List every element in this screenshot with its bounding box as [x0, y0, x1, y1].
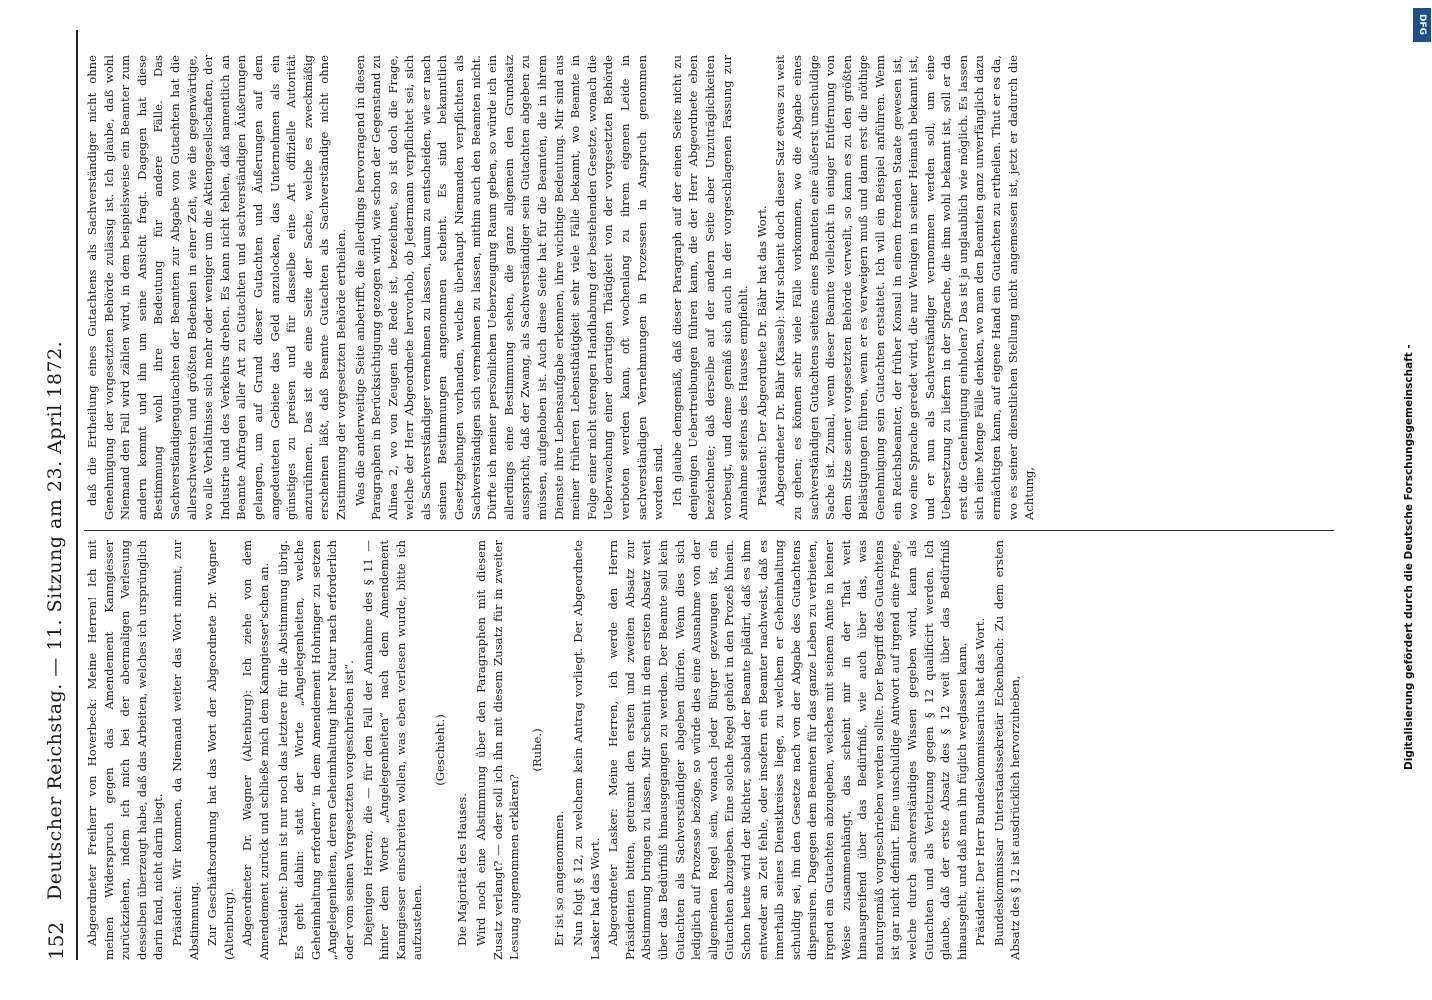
- paragraph: Bundeskommissar Unterstaatssekretär Eckenbach: Zu dem ersten Absatz des § 12 ist ausdrücklich hervorzuheben,: [991, 540, 1023, 960]
- column-divider: [84, 530, 1334, 531]
- paragraph: Nun folgt § 12, zu welchem kein Antrag vorliegt. Der Abgeordnete Lasker hat das Wort.: [571, 540, 602, 960]
- paragraph: Wird noch eine Abstimmung über den Paragraphen mit diesem Zusatz verlangt? — oder soll ich ihn mit diesem Zusatz für in zweiter Lesung angenommen erklären?: [474, 540, 522, 960]
- paragraph: Abgeordneter Dr. Bähr (Kassel): Mir scheint doch dieser Satz etwas zu weit zu gehen; es können sehr viele Fälle vorkommen, wo die Abgabe eines sachverständigen Gutachtens seitens eines Beamten eine äußerst unschuldige Sache ist. Zumal, wenn dieser Beamte vielleicht in einiger Entfernung von dem Sitze seiner vorgesetzten Behörde verweilt, so kann es zu den größten Belästigungen führen, wenn er es verweigern muß und dann erst die nöthige Genehmigung sein Gutachten erstattet. Ich will ein Beispiel anführen. Wenn ein Reichsbeamter, der früher Konsul in einem fremden Staate gewesen ist, wo eine Sprache geredet wird, die nur Wenigen in seiner Heimath bekannt ist, und er nun als Sachverständiger vernommen werden soll, um eine Uebersetzung zu liefern in der Sprache, die ihm wohl bekannt ist, soll er da erst die Genehmigung einholen? Das ist ja unglaublich wie möglich. Es lassen sich eine Menge Fälle denken, wo man den Beamten ganz unverfänglich dazu ermächtigen kann, auf eigene Hand ein Gutachten zu ertheilen. Thut er es da, wo es seiner dienstlichen Stellung nicht angemessen ist, jetzt er dadurch die Achtung,: [773, 55, 1037, 520]
- credit-text: Digitalisierung gefördert durch die Deutsche Forschungsgemeinschaft -: [1403, 344, 1415, 770]
- dfg-logo: DFG: [1413, 8, 1431, 42]
- text-column-left: [84, 540, 1344, 960]
- paragraph: Präsident: Der Abgeordnete Dr. Bähr hat das Wort.: [754, 205, 769, 506]
- paragraph: Abgeordneter Freiherr von Hoverbeck: Meine Herren! Ich mit meinen Widerspruch gegen das Amendement Kanngiesser zurückziehen, indem ich mich bei der abermaligen Verlesung desselben überzeugt habe, daß das Arbeiten, welches ich ursprünglich darin fand, nicht darin liegt.: [85, 540, 166, 960]
- paragraph: Zur Geschäftsordnung hat das Wort der Abgeordnete Dr. Wagner (Altenburg).: [205, 540, 236, 960]
- paragraph: Was die anderweitige Seite anbetrifft, die allerdings hervorragend in diesen Paragraphen in Berücksichtigung gezogen wird, wie schon der Gegenstand zu Alinea 2, wo von Zeugen die Rede ist, bezeichnet, so ist doch die Frage, welche der Herr Abgeordnete hervorhob, ob Jedermann verpflichtet sei, sich als Sachverständiger vernehmen zu lassen, kaum zu entscheiden, wie er nach seinen Bestimmungen angenommen scheint. Es sind bekanntlich Gesetzgebungen vorhanden, welche überhaupt Niemanden verpflichten als Sachverständigen sich vernehmen zu lassen, mithin auch den Beamten nicht. Dürfte ich meiner persönlichen Ueberzeugung Raum geben, so würde ich ein allerdings eine Bestimmung sehen, die ganz allgemein den Grundsatz ausspricht, daß der Zwang, als Sachverständiger sein Gutachten abgeben zu müssen, aufgehoben ist. Auch diese Seite hat für die Beamten, die in ihrem Dienste ihre Lebensaufgabe erkennen, ihre wichtige Bedeutung. Mir sind aus meiner früheren Lebensthätigkeit sehr viele Fälle bekannt, wo Beamte in Folge einer nicht strengen Handhabung der bestehenden Gesetze, wonach die Ueberwachung einer derartigen Thätigkeit von der vorgesetzten Behörde verboten werden kann, oft wochenlang zu ihrem eigenen Leide in sachverständigen Vernehmungen in Prozessen in Anspruch genommen worden sind.: [352, 55, 666, 520]
- paragraph: Abgeordneter Lasker: Meine Herren, ich werde den Herrn Präsidenten bitten, getrennt den ersten und zweiten Absatz zur Abstimmung bringen zu lassen. Mir scheint in dem ersten Absatz weit über das Bedürfniß hinausgegangen zu werden. Der Beamte soll kein Gutachten als Sachverständiger abgeben dürfen. Wenn dies sich lediglich auf Prozesse bezöge, so würde dies eine Ausnahme von der allgemeinen Regel sein, wonach jeder Bürger gezwungen ist, ein Gutachten abzugeben. Eine solche Regel gehört in den Prozeß hinein. Schon heute wird der Richter, sobald der Beamte plädirt, daß es ihm entweder an Zeit fehle, oder insofern ein Beamter nachweist, daß es innerhalb seines Dienstkreises liege, zu welchem er Geheimhaltung schuldig sei, ihn den Gesetze nach von der Abgabe des Gutachtens dispensiren. Dagegen dem Beamten für das ganze Leben zu verbieten, irgend ein Gutachten abzugeben, welches mit seinem Amte in keiner Weise zusammenhängt, das scheint mir in der That weit hinausgreifend über das Bedürfniß, wie auch über das, was naturgemäß vorgeschrieben werden sollte. Der Begriff des Gutachtens ist gar nicht definirt. Eine unschuldige Antwort auf irgend eine Frage, welche durch sachverständiges Wissen gegeben wird, kann als Gutachten und als Verletzung gegen § 12 qualificirt werden. Ich glaube, daß der erste Absatz des § 12 weit über das Bedürfniß hinausgeht, und daß man ihn füglich weglassen kann.: [606, 540, 969, 960]
- page-header: [40, 30, 78, 960]
- paragraph: (Geschieht.): [432, 714, 447, 786]
- paragraph: Präsident: Der Herr Bundeskommissarius hat das Wort.: [973, 617, 988, 946]
- paragraph: Ich glaube demgemäß, daß dieser Paragraph auf der einen Seite nicht zu denjenigen Uebertreibungen führen kann, die der Herr Abgeordnete eben bezeichnete; daß derselbe auf der andern Seite aber Unzuträglichkeiten vorbeugt, und deme gemäß sich auch in der vorgeschlagenen Fassung zur Annahme seitens des Hauses empfiehlt.: [669, 55, 751, 520]
- paragraph: (Ruhe.): [529, 728, 544, 772]
- paragraph: Abgeordneter Dr. Wagner (Altenburg): Ich ziehe von dem Amendement zurück und schließe mich dem Kanngiesser'schen an.: [240, 540, 271, 960]
- paragraph: Diejenigen Herren, die — für den Fall der Annahme des § 11 — hinter dem Worte „Angelegenheiten“ nach dem Amendement Kanngiesser einschreiten wollen, was eben verlesen wurde, bitte ich aufzustehen.: [360, 540, 425, 960]
- paragraph: Er ist so angenommen.: [552, 810, 567, 946]
- paragraph: Die Majorität des Hauses.: [455, 793, 470, 946]
- paragraph: daß die Ertheilung eines Gutachtens als Sachverständiger nicht ohne Genehmigung der vorgesetzten Behörde zulässig ist. Ich glaube, daß wohl Niemand den Fall wird zählen wird, in dem beispielsweise ein Beamter zum andern kommt und ihn um seine Ansicht fragt. Dagegen hat diese Bestimmung wohl ihre Bedeutung für andere Fälle. Das Sachverständigengutachten der Beamten zur Abgabe von Gutachten hat die allerschwersten und größten Bedenken in einer Zeit, wie die gegenwärtige, wo alle Verhältnisse sich mehr oder weniger um die Aktiengesellschaften, der Industrie und des Verkehrs drehen. Es kann nicht fehlen, daß namentlich an Beamte Anfragen aller Art zu Gutachten und sachverständigen Äußerungen gelangen, um auf Grund dieser Gutachten und Äußerungen auf dem angedeuteten Gebiete das Geld anzulocken, das Unternehmen als ein günstiges zu preisen und für dasselbe eine Art offizielle Autorität anzurühmen. Das ist die eine Seite der Sache, welche es zweckmäßig erscheinen läßt, daß Beamte Gutachten als Sachverständige nicht ohne Zustimmung der vorgesetzten Behörde ertheilen.: [85, 55, 348, 520]
- digitization-credit: [1385, 10, 1415, 770]
- paragraph: Präsident: Wir kommen, da Niemand weiter das Wort nimmt, zur Abstimmung.: [169, 540, 201, 960]
- paragraph: Präsident: Dann ist nur noch das letztere für die Abstimmung übrig. Es geht dahin: statt der Worte „Angelegenheiten, welche Geheimhaltung erfordern“ in dem Amendement Hohringer zu setzen „Angelegenheiten, deren Geheimhaltung ihrer Natur nach erforderlich oder vom seinen Vorgesetzten vorgeschrieben ist“.: [275, 540, 356, 960]
- running-title: Deutscher Reichstag. — 11. Sitzung am 23. April 1872.: [44, 340, 66, 900]
- page-number: 152: [44, 921, 68, 960]
- text-column-right: [84, 55, 1344, 520]
